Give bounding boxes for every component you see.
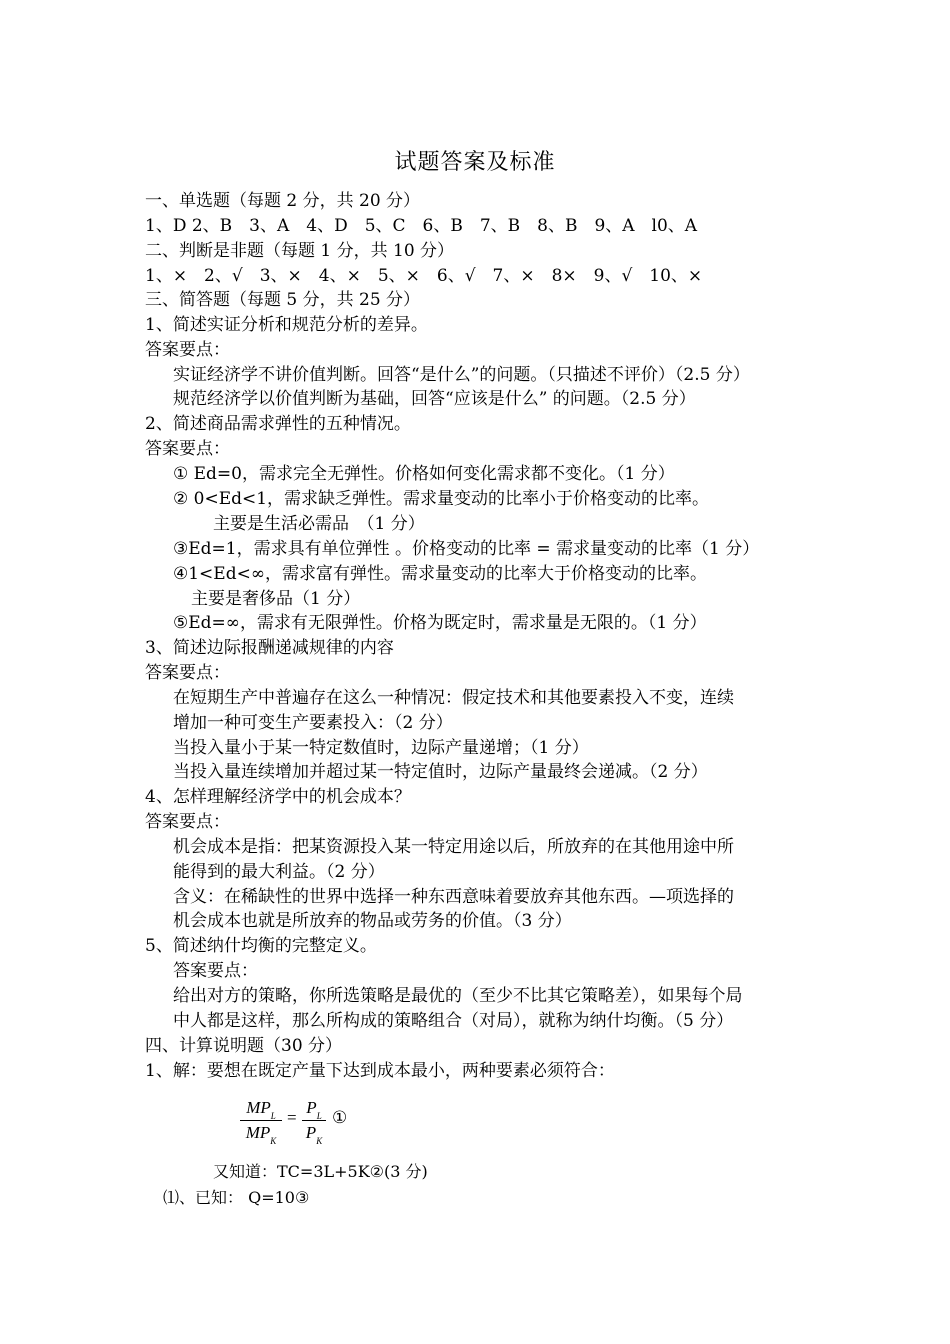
subscript: K — [270, 1136, 277, 1146]
question-line: 3、简述边际报酬递减规律的内容 — [145, 638, 394, 658]
subscript: L — [316, 1111, 322, 1121]
question-line: 4、怎样理解经济学中的机会成本？ — [145, 787, 411, 807]
question-line: 1、解：要想在既定产量下达到成本最小，两种要素必须符合： — [145, 1061, 615, 1081]
answer-text: ⑴、已知： Q=10③ — [163, 1188, 310, 1207]
section-heading: 一、单选题（每题 2 分，共 20 分） — [145, 191, 421, 211]
equals-sign: = — [287, 1108, 297, 1127]
cost-minimization-formula — [240, 1098, 370, 1160]
answer-text: ④1<Ed<∞，需求富有弹性。需求量变动的比率大于价格变动的比率。 — [173, 564, 707, 584]
section-heading: 四、计算说明题（30 分） — [145, 1036, 343, 1056]
answer-text: ③Ed=1，需求具有单位弹性 。价格变动的比率 = 需求量变动的比率（1 分） — [173, 539, 760, 559]
answer-label: 答案要点： — [145, 439, 230, 459]
answer-text: 中人都是这样，那么所构成的策略组合（对局），就称为纳什均衡。（5 分） — [173, 1011, 734, 1031]
page-title: 试题答案及标准 — [394, 150, 556, 175]
fraction-p — [302, 1098, 326, 1146]
question-line: 2、简述商品需求弹性的五种情况。 — [145, 414, 411, 434]
fraction-mp — [240, 1098, 282, 1146]
answer-text: 主要是奢侈品（1 分） — [191, 589, 361, 609]
answer-text: 给出对方的策略，你所选策略是最优的（至少不比其它策略差），如果每个局 — [173, 986, 743, 1006]
denominator-mp: MP — [245, 1123, 271, 1142]
answer-text: 又知道：TC=3L+5K②(3 分) — [213, 1162, 428, 1181]
answer-line: 1、D 2、B 3、A 4、D 5、C 6、B 7、B 8、B 9、A l0、A — [145, 216, 698, 236]
answer-text: 当投入量小于某一特定数值时，边际产量递增；（1 分） — [173, 738, 589, 758]
answer-text: ① Ed=0，需求完全无弹性。价格如何变化需求都不变化。（1 分） — [173, 464, 675, 484]
answer-text: 在短期生产中普遍存在这么一种情况：假定技术和其他要素投入不变，连续 — [173, 688, 734, 708]
subscript: K — [316, 1136, 323, 1146]
subscript: L — [270, 1111, 276, 1121]
answer-text: 增加一种可变生产要素投入：（2 分） — [173, 713, 453, 733]
answer-label: 答案要点： — [145, 812, 230, 832]
section-heading: 二、判断是非题（每题 1 分，共 10 分） — [145, 241, 455, 261]
answer-text: 能得到的最大利益。（2 分） — [173, 862, 385, 882]
question-line: 1、简述实证分析和规范分析的差异。 — [145, 315, 428, 335]
answer-line: 1、× 2、√ 3、× 4、× 5、× 6、√ 7、× 8× 9、√ 10、× — [145, 266, 703, 286]
equation-marker: ① — [332, 1108, 348, 1127]
answer-text: 机会成本也就是所放弃的物品或劳务的价值。（3 分） — [173, 911, 572, 931]
answer-text: 含义：在稀缺性的世界中选择一种东西意味着要放弃其他东西。—项选择的 — [173, 887, 734, 907]
answer-text: ⑤Ed=∞，需求有无限弹性。价格为既定时，需求量是无限的。（1 分） — [173, 613, 707, 633]
question-line: 5、简述纳什均衡的完整定义。 — [145, 936, 377, 956]
answer-label: 答案要点： — [173, 961, 258, 981]
numerator-p: P — [306, 1098, 317, 1117]
answer-label: 答案要点： — [145, 340, 230, 360]
answer-text: ② 0<Ed<1，需求缺乏弹性。需求量变动的比率小于价格变动的比率。 — [173, 489, 710, 509]
section-heading: 三、简答题（每题 5 分，共 25 分） — [145, 290, 421, 310]
answer-text: 规范经济学以价值判断为基础，回答“应该是什么” 的问题。（2.5 分） — [173, 389, 696, 409]
answer-text: 主要是生活必需品 （1 分） — [213, 514, 425, 534]
numerator-mp: MP — [246, 1098, 271, 1117]
answer-text: 机会成本是指：把某资源投入某一特定用途以后，所放弃的在其他用途中所 — [173, 837, 734, 857]
denominator-p: P — [305, 1123, 317, 1142]
answer-text: 当投入量连续增加并超过某一特定值时，边际产量最终会递减。（2 分） — [173, 762, 708, 782]
answer-text: 实证经济学不讲价值判断。回答“是什么”的问题。（只描述不评价）（2.5 分） — [173, 365, 750, 385]
answer-label: 答案要点： — [145, 663, 230, 683]
